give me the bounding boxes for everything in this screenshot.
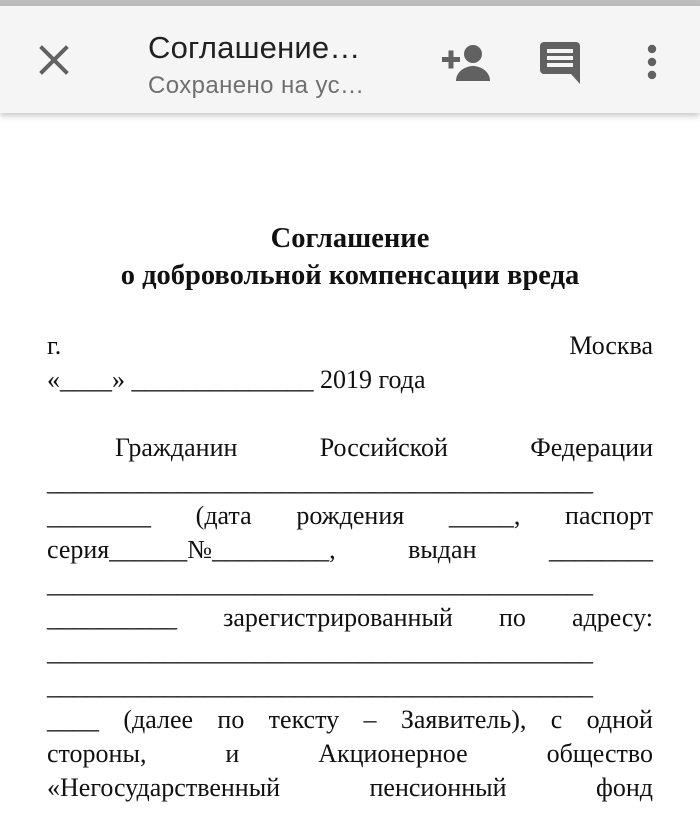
- paragraph-word: паспорт: [565, 501, 653, 530]
- paragraph-word: __________________________________________: [47, 569, 593, 598]
- paragraph-line: [47, 499, 653, 533]
- paragraph-word: рождения: [296, 501, 405, 530]
- person-add-icon[interactable]: [442, 42, 490, 82]
- doc-title-line-1: Соглашение: [270, 223, 430, 254]
- paragraph-word: Федерации: [530, 433, 653, 462]
- paragraph-word: с: [550, 705, 563, 734]
- paragraph-word: выдан: [408, 535, 477, 564]
- paragraph-word: общество: [546, 739, 653, 768]
- city-row: [47, 329, 653, 363]
- paragraph-word: (далее: [123, 705, 194, 734]
- paragraph-word: фонд: [595, 773, 653, 802]
- date-line: «____» ______________ 2019 года: [47, 365, 426, 394]
- paragraph-word: стороны,: [47, 739, 147, 768]
- paragraph-word: (дата: [195, 501, 252, 530]
- paragraph-word: ____: [47, 705, 99, 734]
- close-icon[interactable]: [38, 44, 70, 76]
- paragraph-line: [47, 465, 653, 499]
- paragraph-line: [47, 635, 653, 669]
- paragraph-line: [47, 771, 653, 805]
- paragraph-word: «Негосударственный: [47, 773, 281, 802]
- city-prefix: г.: [47, 331, 62, 360]
- paragraph-word: ________: [47, 501, 151, 530]
- paragraph-word: зарегистрированный: [223, 603, 453, 632]
- paragraph-word: Акционерное: [318, 739, 468, 768]
- paragraph-word: _____,: [448, 501, 521, 530]
- comment-icon[interactable]: [540, 42, 580, 84]
- paragraph-line: [47, 737, 653, 771]
- paragraph-word: по: [498, 603, 526, 632]
- paragraph-word: –: [363, 705, 377, 734]
- paragraph-line: [47, 703, 653, 737]
- paragraph-word: __________________________________________: [47, 467, 593, 496]
- paragraph-word: __________________________________________: [47, 671, 593, 700]
- paragraph-word: Заявитель),: [400, 705, 527, 734]
- paragraph-word: и: [225, 739, 240, 768]
- paragraph-line: [47, 431, 653, 465]
- doc-title-line-2: о добровольной компенсации вреда: [120, 260, 580, 291]
- paragraph-word: пенсионный: [369, 773, 507, 802]
- paragraph-word: __________________________________________: [47, 637, 593, 666]
- document-title: Соглашение…: [148, 30, 361, 65]
- paragraph-word: ________: [548, 535, 653, 564]
- paragraph-line: [47, 533, 653, 567]
- paragraph-line: [47, 567, 653, 601]
- paragraph-word: Гражданин: [115, 433, 238, 462]
- paragraph-word: тексту: [268, 705, 340, 734]
- app-bar: [0, 6, 700, 113]
- city-name: Москва: [569, 331, 653, 360]
- body-paragraph: [47, 431, 653, 805]
- paragraph-word: __________: [47, 603, 177, 632]
- paragraph-word: адресу:: [571, 603, 653, 632]
- document-page: [47, 220, 653, 805]
- paragraph-word: Российской: [319, 433, 448, 462]
- save-status: Сохранено на ус…: [148, 72, 365, 99]
- paragraph-word: по: [217, 705, 245, 734]
- paragraph-word: серия______№_________,: [47, 535, 336, 564]
- paragraph-line: [47, 601, 653, 635]
- paragraph-word: одной: [586, 705, 653, 734]
- paragraph-line: [47, 669, 653, 703]
- more-vert-icon[interactable]: [646, 44, 658, 80]
